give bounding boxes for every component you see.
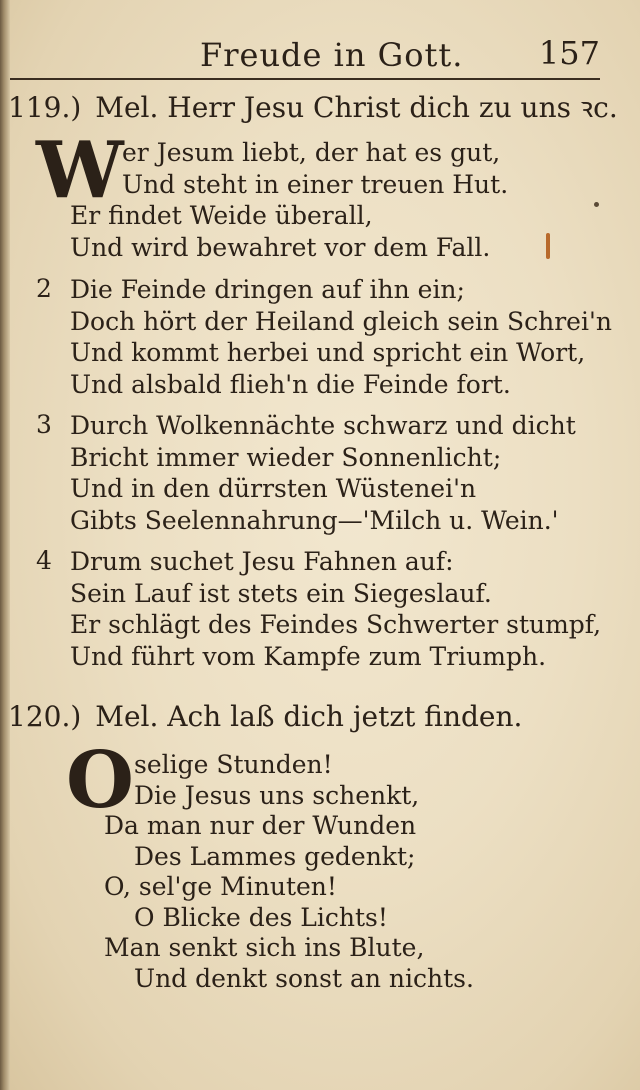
verse-line: Durch Wolkennächte schwarz und dicht xyxy=(70,411,576,440)
verse-line: Doch hört der Heiland gleich sein Schrei'n xyxy=(70,306,612,336)
melody-line: Mel. Ach laß dich jetzt finden. xyxy=(95,700,523,733)
verse-line: Sein Lauf ist stets ein Siegeslauf. xyxy=(70,578,492,608)
verse-line: Und kommt herbei und spricht ein Wort, xyxy=(70,338,586,367)
hymn-119-verse-3 xyxy=(70,410,576,536)
verse-line: Man senkt sich ins Blute, xyxy=(104,933,425,962)
running-title: Freude in Gott. xyxy=(200,36,464,74)
hymn-119-verse-2 xyxy=(70,274,612,400)
page-number: 157 xyxy=(538,34,600,72)
hymn-119-verse-4 xyxy=(70,546,601,672)
verse-line: Er schlägt des Feindes Schwerter stumpf, xyxy=(70,610,602,639)
melody-line: Mel. Herr Jesu Christ dich zu uns ꝛc. xyxy=(95,91,618,124)
verse-line: Bricht immer wieder Sonnenlicht; xyxy=(70,442,502,472)
verse-line: Gibts Seelennahrung—'Milch u. Wein.' xyxy=(70,505,559,535)
verse-line: Drum suchet Jesu Fahnen auf: xyxy=(70,547,454,576)
verse-number: 2 xyxy=(36,274,52,303)
hymn-number: 120.) xyxy=(8,700,82,733)
drop-cap: O xyxy=(66,735,134,826)
verse-line: Und in den dürrsten Wüstenei'n xyxy=(70,474,477,503)
hymn-number: 119.) xyxy=(8,91,82,124)
verse-line: Und alsbald flieh'n die Feinde fort. xyxy=(70,369,511,399)
page-header xyxy=(10,30,600,80)
hymn-119-verse-1 xyxy=(70,137,508,263)
hymn-120-heading xyxy=(8,700,522,733)
ink-speck xyxy=(594,202,599,207)
verse-line: er Jesum liebt, der hat es gut, xyxy=(122,138,501,167)
verse-number: 3 xyxy=(36,410,52,439)
verse-line: Da man nur der Wunden xyxy=(104,811,417,840)
verse-number: 4 xyxy=(36,546,52,575)
verse-line: Die Jesus uns schenkt, xyxy=(134,780,420,810)
hymn-119-heading xyxy=(8,88,618,126)
ink-mark xyxy=(546,233,550,259)
verse-line: Und denkt sonst an nichts. xyxy=(134,963,474,993)
verse-line: Und führt vom Kampfe zum Triumph. xyxy=(70,641,547,671)
verse-line: O, sel'ge Minuten! xyxy=(104,872,337,901)
verse-line: Er findet Weide überall, xyxy=(70,201,373,230)
drop-cap: W xyxy=(36,125,124,216)
verse-line: Und steht in einer treuen Hut. xyxy=(122,169,509,199)
verse-line: Und wird bewahret vor dem Fall. xyxy=(70,232,491,262)
hymn-120-stanza xyxy=(104,750,474,994)
verse-line: O Blicke des Lichts! xyxy=(134,902,388,932)
verse-line: Des Lammes gedenkt; xyxy=(134,841,416,871)
book-spine-shadow xyxy=(0,0,10,1090)
verse-line: Die Feinde dringen auf ihn ein; xyxy=(70,275,465,304)
verse-line: selige Stunden! xyxy=(134,750,333,779)
